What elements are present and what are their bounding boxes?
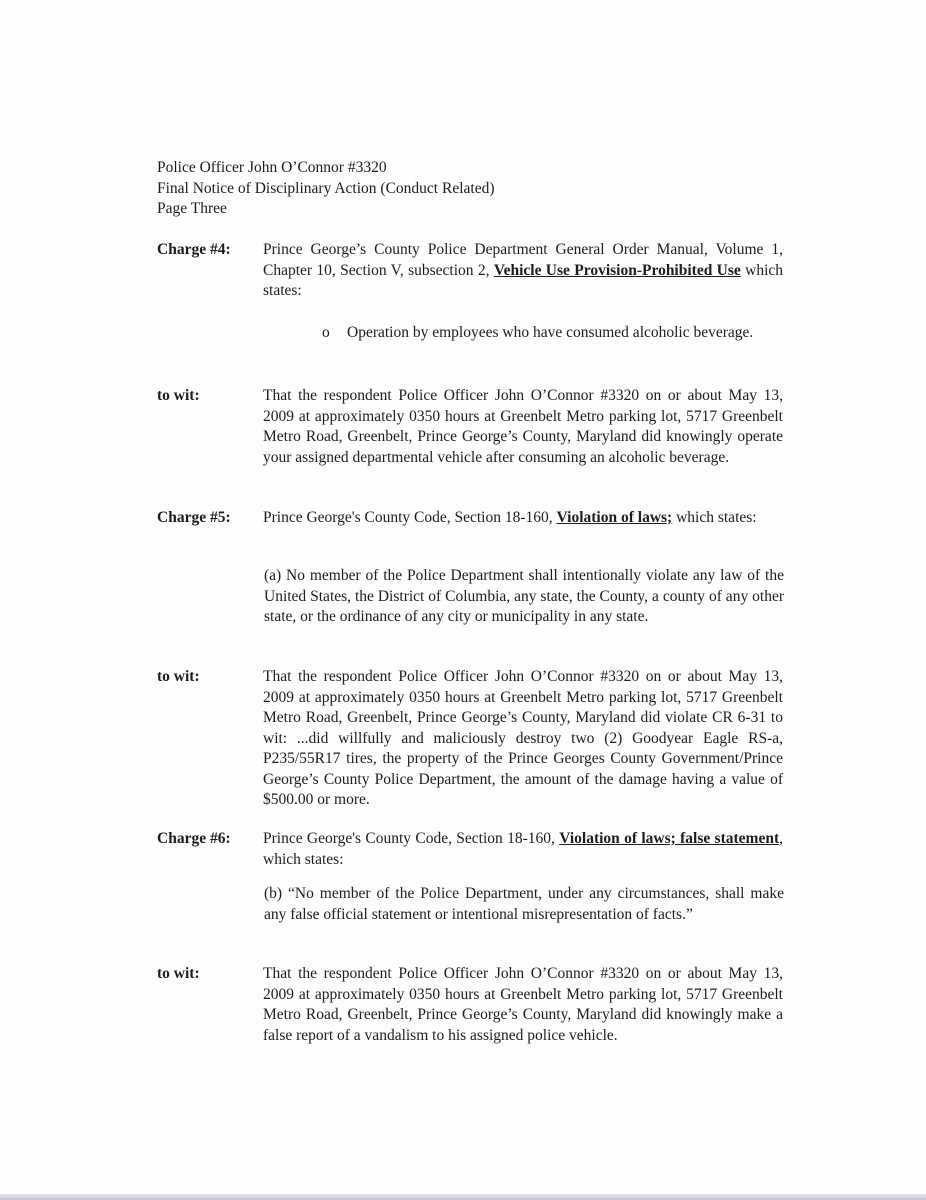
charge-6-subparagraph: (b) “No member of the Police Department, under any circumstances, shall make any false official statement or intentional misrepresentation of facts.”: [264, 885, 784, 923]
charge-4-to-wit-label: to wit:: [157, 387, 200, 404]
charge-6-to-wit-text: That the respondent Police Officer John O’Connor #3320 on or about May 13, 2009 at approximately 0350 hours at Greenbelt Metro parking lot, 5717 Greenbelt Metro Road, Greenbelt, Prince George’s County, Maryland did knowingly make a false report of a vandalism to his assigned police vehicle.: [263, 965, 783, 1044]
letter-header: [157, 158, 757, 220]
charge-4-provision: Vehicle Use Provision-Prohibited Use: [493, 261, 741, 279]
charge-5-text: [263, 508, 783, 529]
charge-6-text-before: Prince George's County Code, Section 18-160,: [263, 830, 555, 847]
charge-4-text-after: which states:: [263, 261, 784, 299]
charge-6-provision: Violation of laws; false statement: [559, 830, 780, 847]
header-notice-title: Final Notice of Disciplinary Action (Conduct Related): [157, 179, 495, 197]
charge-6-label: Charge #6:: [157, 830, 231, 847]
charge-6-text: [263, 829, 783, 870]
charge-4-text-before: Prince George’s County Police Department General Order Manual, Volume 1, Chapter 10, Section V, subsection 2,: [263, 241, 783, 279]
header-page-number: Page Three: [157, 200, 227, 217]
charge-6-to-wit-label: to wit:: [157, 965, 200, 982]
charge-4-text: [263, 240, 783, 302]
charge-4-label: Charge #4:: [157, 241, 231, 258]
bullet-circle-icon: o: [322, 324, 330, 341]
charge-5-text-after: which states:: [676, 509, 757, 526]
charge-5-subparagraph: (a) No member of the Police Department shall intentionally violate any law of the United States, the District of Columbia, any state, the County, a county of any other state, or the ordinance of any city or municipality in any state.: [264, 567, 784, 625]
header-officer-name: Police Officer John O’Connor #3320: [157, 159, 387, 176]
charge-6-text-after: , which states:: [263, 830, 783, 868]
page-edge-shadow: [0, 1194, 926, 1200]
charge-5-to-wit-label: to wit:: [157, 668, 200, 685]
charge-5-provision: Violation of laws;: [556, 509, 673, 526]
charge-5-label: Charge #5:: [157, 509, 231, 526]
charge-5-text-before: Prince George's County Code, Section 18-160,: [263, 509, 553, 526]
charge-5-to-wit-text: That the respondent Police Officer John O’Connor #3320 on or about May 13, 2009 at approximately 0350 hours at Greenbelt Metro parking lot, 5717 Greenbelt Metro Road, Greenbelt, Prince George’s County, Maryland did violate CR 6-31 to wit: ...did willfully and maliciously destroy two (2) Goodyear Eagle RS-a, P235/55R17 tires, the property of the Prince Georges County Government/Prince George’s County Police Department, the amount of the damage having a value of $500.00 or more.: [263, 668, 783, 808]
charge-4-to-wit-text: That the respondent Police Officer John O’Connor #3320 on or about May 13, 2009 at approximately 0350 hours at Greenbelt Metro parking lot, 5717 Greenbelt Metro Road, Greenbelt, Prince George’s County, Maryland did knowingly operate your assigned departmental vehicle after consuming an alcoholic beverage.: [263, 387, 783, 466]
charge-4-bullet-text: Operation by employees who have consumed alcoholic beverage.: [347, 324, 754, 341]
